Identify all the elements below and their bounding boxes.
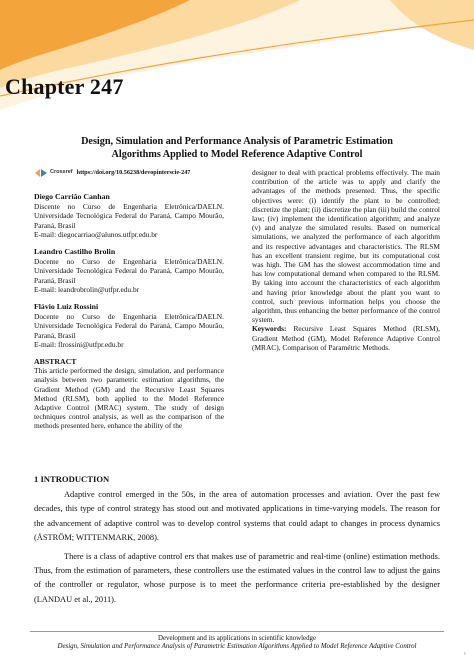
paper-title — [40, 135, 434, 161]
keywords — [252, 324, 440, 352]
author-affiliation: Discente no Curso de Engenharia Eletrônica/DAELN. Universidade Tecnológica Federal do Paraná, Campo Mourão, Paraná, Brasil — [34, 202, 224, 230]
author-affiliation: Docente no Curso de Engenharia Eletrônica/DAELN. Universidade Tecnológica Federal do Paraná, Campo Mourão, Paraná, Brasil — [34, 257, 224, 285]
abstract-heading: ABSTRACT — [34, 357, 77, 367]
author-name: Flávio Luiz Rossini — [34, 302, 99, 312]
footer-line-1: Development and its applications in scientific knowledge — [157, 635, 317, 642]
crossref-logo — [34, 168, 73, 178]
abstract-text-left: This article performed the design, simulation, and performance analysis between two parametric estimation algorithms, the Gradient Method (GM) and the Recursive Least Squares Method (RLSM), both applied to the Model Reference Adaptive Control (MRAC) system. The study of design techniques control analysis, as well as the comparison of the methods presented here, enhance the ability of the — [34, 366, 224, 431]
author-email[interactable]: E-mail: leandrobrolin@utfpr.edu.br — [34, 284, 140, 294]
author-affiliation: Docente no Curso de Engenharia Eletrônica/DAELN. Universidade Tecnológica Federal do Paraná, Campo Mourão, Paraná, Brasil — [34, 312, 224, 340]
title-line-1: Design, Simulation and Performance Analysis of Parametric Estimation — [81, 136, 393, 147]
keywords-label: Keywords: — [252, 324, 287, 334]
abstract-text-right: designer to deal with practical problems effectively. The main contribution of the article was to apply and clarify the advantages of the methods presented. Thus, the specific objectives were: (i) identify the plant to be controlled; discretize the plant; (ii) discretize the plan (iii) build the control law; (iv) implement the identification algorithm; and analyze (v) and analyze the simulated results. Based on numerical simulations, we analyzed the performance of each algorithm and its respective advantages and characteristics. The RLSM has an excellent transient regime, but its computational cost was high. The GM has the slowest accommodation time and has low computational demand when compared to the RLSM. By taking into account the characteristics of each algorithm and having prior knowledge about the plant you want to control, such previous information helps you choose the algorithm, thus enhancing the better performance of the control system. — [252, 168, 440, 325]
author-3 — [34, 302, 224, 349]
author-2 — [34, 247, 224, 294]
author-name: Leandro Castilho Brolin — [34, 247, 116, 257]
crossref-label: Crossref — [50, 169, 73, 176]
abstract — [34, 357, 224, 431]
intro-paragraph-2: There is a class of adaptive control ers that makes use of parametric and real-time (online) estimation methods. Thus, from the estimation of parameters, these controllers use the estimated values in the control law to adjust the gains of the controller or regulator, whose purpose is to meet the performance criteria pre-established by the designer (LANDAU et al., 2011). — [34, 551, 440, 604]
crossref-icon — [34, 168, 48, 178]
header-decoration — [0, 0, 474, 120]
right-column — [252, 168, 440, 352]
left-column — [34, 168, 224, 431]
author-name: Diego Carrião Canhan — [34, 192, 110, 201]
footer-line-2: Design, Simulation and Performance Analysis of Parametric Estimation Algorithms Applied to Model Reference Adaptive Control — [57, 643, 417, 651]
title-line-2: Algorithms Applied to Model Reference Adaptive Control — [111, 149, 363, 160]
page-number: 1 — [463, 651, 466, 656]
page-footer — [40, 635, 434, 651]
crossref-doi — [34, 168, 224, 178]
chapter-label: Chapter 247 — [5, 74, 124, 99]
introduction-body — [34, 488, 440, 611]
author-1 — [34, 192, 224, 239]
author-email[interactable]: E-mail: diegocarriao@alunos.utfpr.edu.br — [34, 229, 158, 239]
keywords-text: Recursive Least Squares Method (RLSM), Gradient Method (GM), Model Reference Adaptive Control (MRAC), Comparison of Paramétric Methods. — [252, 324, 440, 352]
doi-link[interactable]: https://doi.org/10.56238/devopinterscie-247 — [76, 169, 191, 177]
section-heading: 1 INTRODUCTION — [34, 474, 110, 484]
intro-paragraph-1: Adaptive control emerged in the 50s, in the area of automation processes and aviation. Over the past few decades, this type of control strategy has stood out and motivated applications in time-varying models. The reason for the advancement of adaptive control was to develop control systems that could adapt to changes in process dynamics (ÅSTRÖM; WITTENMARK, 2008). — [34, 490, 440, 543]
footer-divider — [30, 631, 444, 632]
author-email[interactable]: E-mail: flrossini@utfpr.edu.br — [34, 339, 124, 349]
